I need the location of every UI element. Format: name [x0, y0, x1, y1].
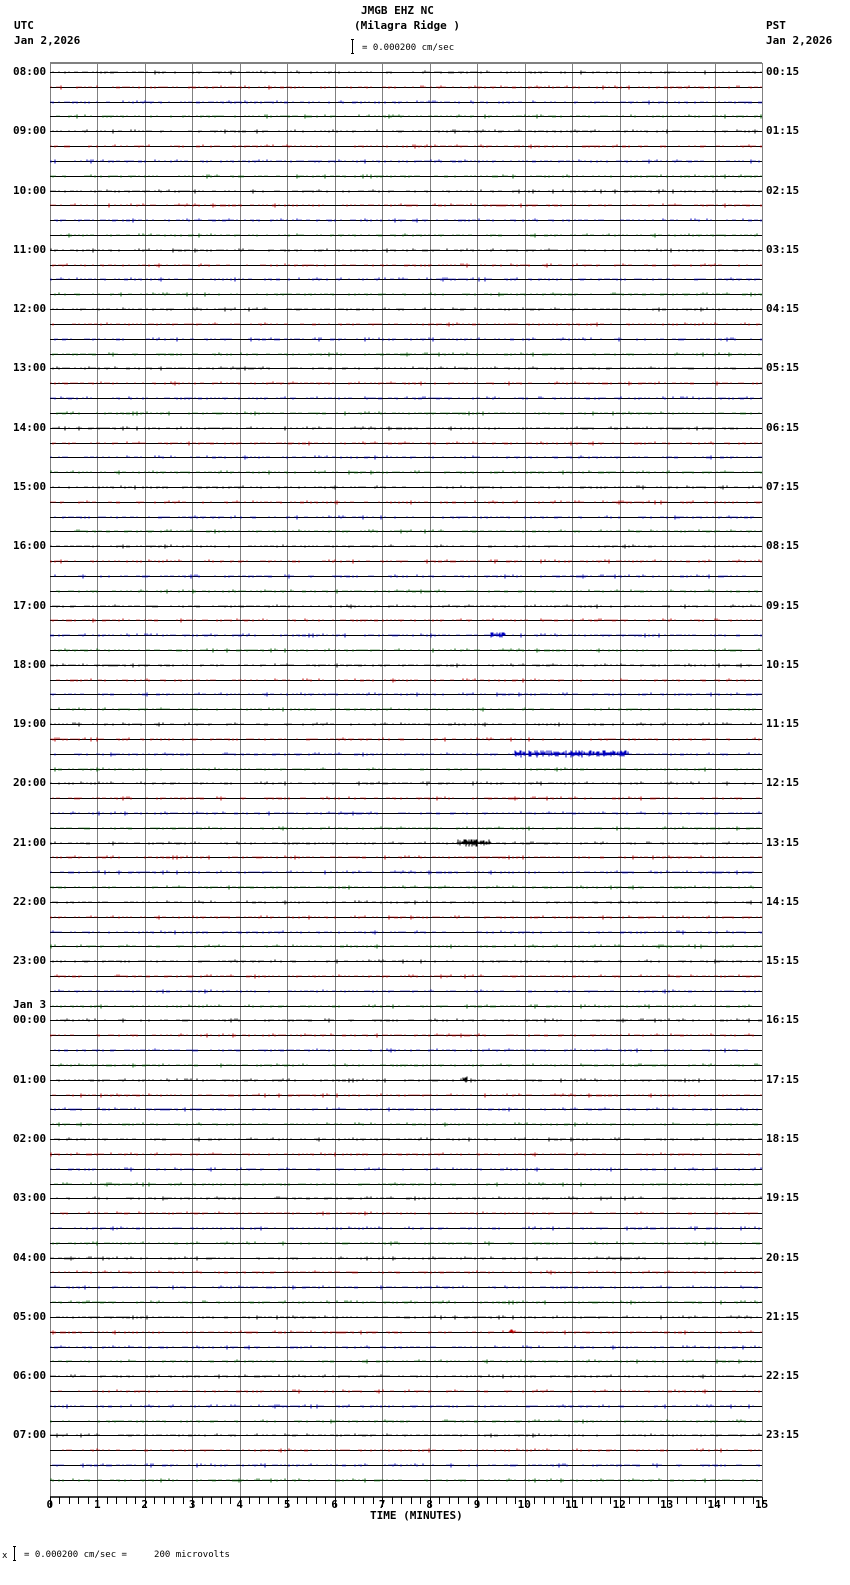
utc-hour-label: 15:00	[13, 479, 47, 493]
pst-time-label: 01:15	[766, 124, 800, 138]
utc-hour-label: 02:00	[13, 1132, 47, 1146]
pst-time-label: 23:15	[766, 1428, 800, 1442]
right-timezone: PST	[766, 19, 786, 32]
utc-hour-label: 18:00	[13, 657, 47, 671]
pst-time-label: 20:15	[766, 1250, 800, 1264]
pst-time-label: 14:15	[766, 894, 800, 908]
utc-hour-label: 19:00	[13, 717, 47, 731]
footer-marker: x	[2, 1551, 8, 1561]
footer-scale-text: = 0.000200 cm/sec = 200 microvolts	[24, 1550, 230, 1560]
pst-time-label: 13:15	[766, 835, 800, 849]
station-title: JMGB EHZ NC	[361, 4, 434, 17]
utc-hour-label: 08:00	[13, 65, 47, 78]
utc-hour-label: 06:00	[13, 1369, 47, 1383]
utc-hour-label: 22:00	[13, 894, 47, 908]
pst-time-label: 19:15	[766, 1191, 800, 1205]
pst-time-label: 09:15	[766, 598, 800, 612]
x-tick-label: 8	[426, 1498, 433, 1511]
utc-hour-label: 13:00	[13, 361, 47, 375]
utc-hour-label: 16:00	[13, 539, 47, 553]
utc-hour-label: 12:00	[13, 302, 47, 316]
left-date: Jan 2,2026	[14, 34, 81, 47]
utc-hour-label: 11:00	[13, 242, 47, 256]
x-tick-label: 0	[46, 1498, 54, 1511]
utc-hour-label: 00:00	[13, 1013, 47, 1027]
site-name: (Milagra Ridge )	[354, 19, 460, 32]
x-tick-label: 9	[473, 1498, 481, 1511]
x-tick-label: 13	[660, 1498, 674, 1511]
pst-time-label: 18:15	[766, 1132, 800, 1146]
pst-time-label: 10:15	[766, 657, 800, 671]
utc-date-label: Jan 3	[13, 998, 47, 1012]
utc-hour-label: 03:00	[13, 1191, 47, 1205]
pst-time-label: 03:15	[766, 242, 800, 256]
pst-time-label: 04:15	[766, 302, 800, 316]
x-tick-label: 6	[331, 1498, 338, 1511]
pst-time-label: 07:15	[766, 479, 800, 493]
pst-time-label: 05:15	[766, 361, 800, 375]
x-tick-label: 4	[236, 1498, 243, 1511]
x-tick-label: 5	[283, 1498, 291, 1511]
utc-hour-label: 05:00	[13, 1309, 47, 1323]
pst-time-label: 11:15	[766, 717, 800, 731]
utc-hour-label: 10:00	[13, 183, 47, 197]
right-date: Jan 2,2026	[766, 34, 833, 47]
utc-hour-label: 23:00	[13, 954, 47, 968]
utc-hour-label: 09:00	[13, 124, 47, 138]
x-tick-label: 15	[755, 1498, 769, 1511]
x-tick-label: 1	[93, 1498, 101, 1511]
pst-time-label: 12:15	[766, 776, 800, 790]
pst-time-label: 00:15	[766, 65, 800, 78]
pst-time-label: 21:15	[766, 1309, 800, 1323]
x-tick-label: 7	[378, 1498, 386, 1511]
utc-hour-label: 20:00	[13, 776, 47, 790]
utc-hour-label: 01:00	[13, 1072, 47, 1086]
scale-text: = 0.000200 cm/sec	[362, 43, 455, 53]
pst-time-label: 02:15	[766, 183, 800, 197]
utc-hour-label: 21:00	[13, 835, 47, 849]
x-tick-label: 11	[565, 1498, 579, 1511]
pst-time-label: 17:15	[766, 1072, 800, 1086]
pst-time-label: 16:15	[766, 1013, 800, 1027]
footer-scale-bar-icon	[13, 1546, 16, 1561]
x-tick-label: 14	[707, 1498, 721, 1511]
utc-hour-label: 17:00	[13, 598, 47, 612]
utc-hour-label: 04:00	[13, 1250, 47, 1264]
x-tick-label: 2	[141, 1498, 149, 1511]
pst-time-label: 15:15	[766, 954, 800, 968]
left-timezone: UTC	[14, 19, 34, 32]
x-tick-label: 3	[188, 1498, 196, 1511]
x-axis-title: TIME (MINUTES)	[370, 1509, 463, 1522]
utc-hour-label: 14:00	[13, 420, 47, 434]
pst-time-label: 22:15	[766, 1369, 800, 1383]
pst-time-label: 06:15	[766, 420, 800, 434]
pst-time-label: 08:15	[766, 539, 800, 553]
x-tick-label: 12	[612, 1498, 626, 1511]
utc-hour-label: 07:00	[13, 1428, 47, 1442]
x-tick-label: 10	[517, 1498, 531, 1511]
